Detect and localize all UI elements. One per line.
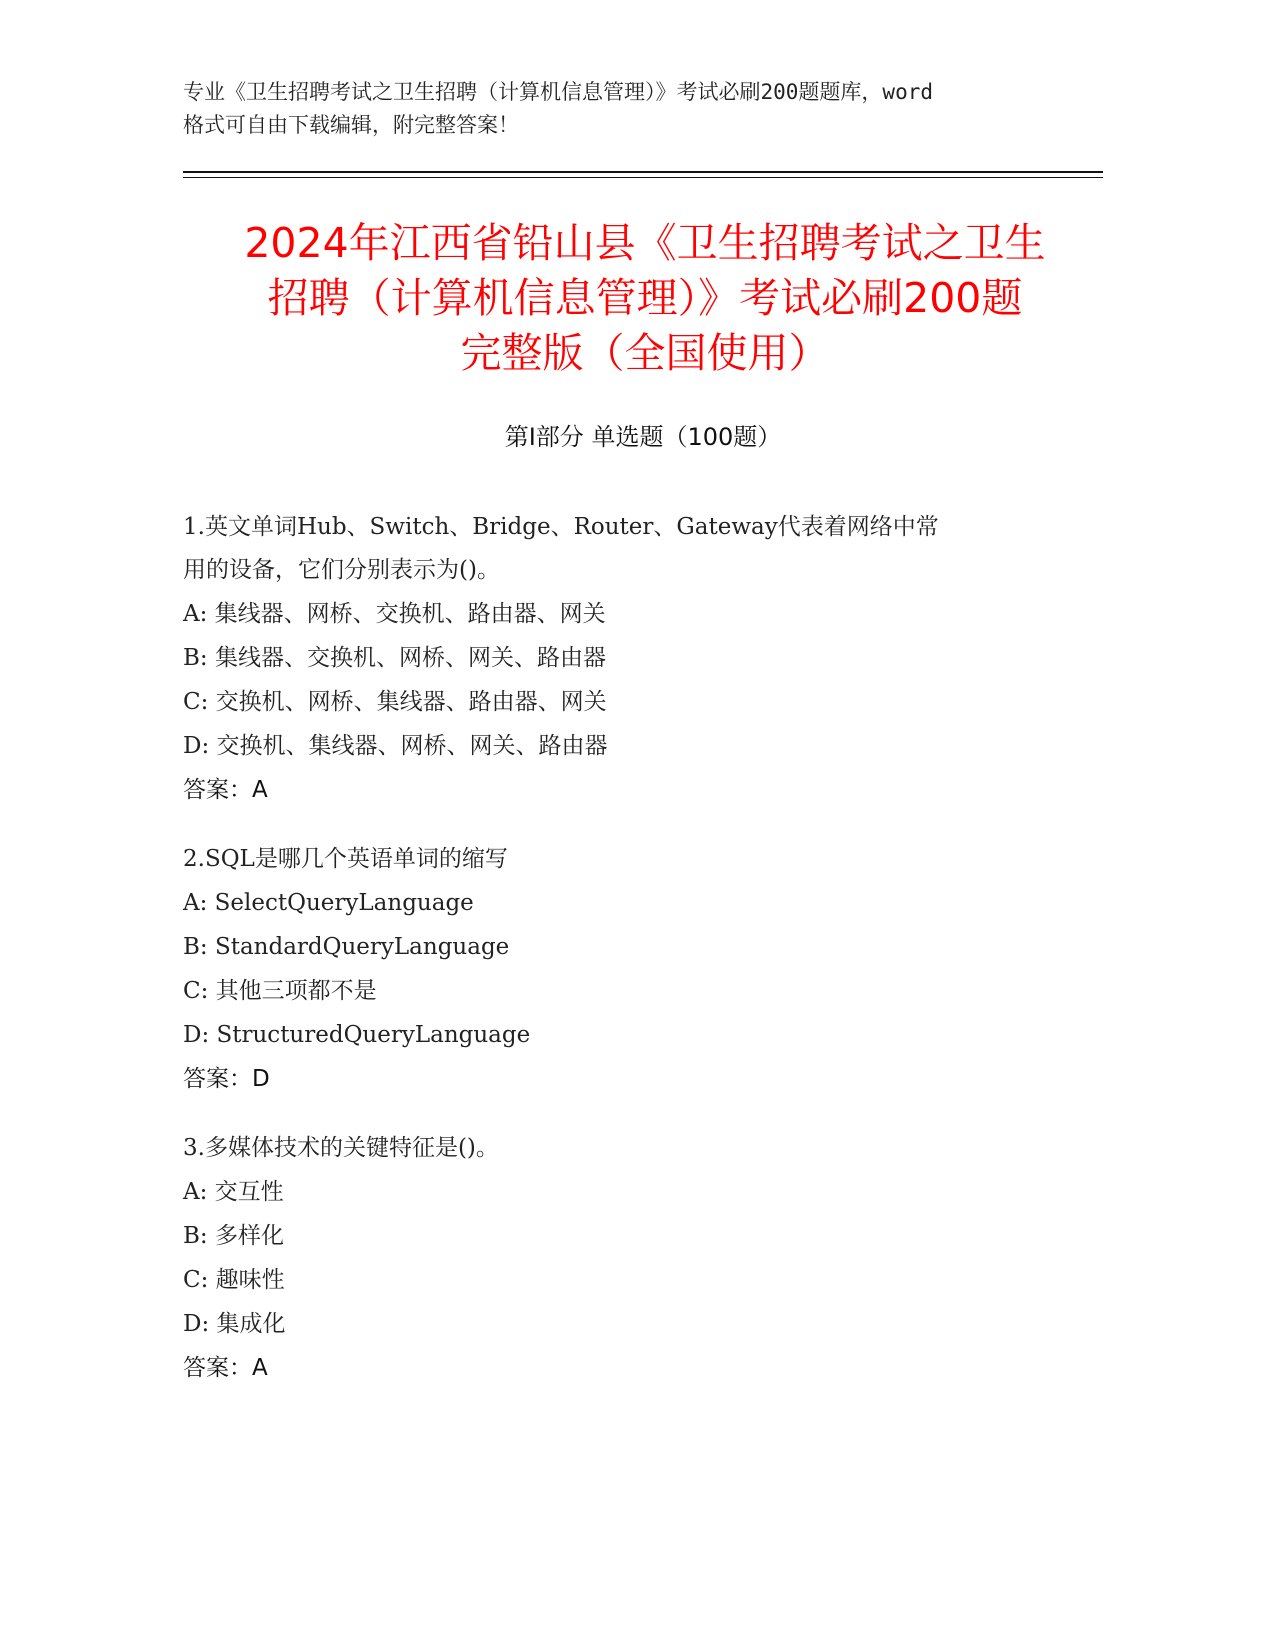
document-header: [183, 76, 1083, 142]
option-a: A: 集线器、网桥、交换机、路由器、网关: [183, 601, 606, 627]
question-item: [183, 838, 1083, 1101]
question-stem: 3.多媒体技术的关键特征是()。: [183, 1135, 499, 1161]
question-list: [183, 506, 1083, 1416]
document-title: [160, 216, 1130, 381]
option-a: A: 交互性: [183, 1179, 284, 1205]
question-item: [183, 506, 1083, 812]
option-d: D: 交换机、集线器、网桥、网关、路由器: [183, 733, 608, 759]
question-stem: 2.SQL是哪几个英语单词的缩写: [183, 846, 508, 872]
option-c: C: 趣味性: [183, 1267, 285, 1293]
header-divider-thick: [183, 171, 1103, 173]
header-line-1: 专业《卫生招聘考试之卫生招聘（计算机信息管理）》考试必刷200题题库，word: [183, 80, 933, 104]
option-d: D: 集成化: [183, 1311, 286, 1337]
option-c: C: 交换机、网桥、集线器、路由器、网关: [183, 689, 607, 715]
answer: 答案：A: [183, 777, 268, 803]
question-stem: 1.英文单词Hub、Switch、Bridge、Router、Gateway代表着网络中常: [183, 514, 939, 540]
option-d: D: StructuredQueryLanguage: [183, 1022, 531, 1048]
question-item: [183, 1127, 1083, 1390]
option-a: A: SelectQueryLanguage: [183, 890, 474, 916]
title-line-2: 招聘（计算机信息管理）》考试必刷200题: [267, 274, 1023, 322]
header-divider-thin: [183, 177, 1103, 178]
section-title: 第Ⅰ部分 单选题（100题）: [504, 423, 782, 451]
title-line-1: 2024年江西省铅山县《卫生招聘考试之卫生: [244, 219, 1046, 267]
option-b: B: 集线器、交换机、网桥、网关、路由器: [183, 645, 606, 671]
question-stem-continued: 用的设备，它们分别表示为()。: [183, 557, 500, 583]
option-b: B: 多样化: [183, 1223, 284, 1249]
option-b: B: StandardQueryLanguage: [183, 934, 510, 960]
option-c: C: 其他三项都不是: [183, 978, 377, 1004]
answer: 答案：A: [183, 1355, 268, 1381]
answer: 答案：D: [183, 1066, 270, 1092]
header-line-2: 格式可自由下载编辑，附完整答案！: [183, 113, 519, 137]
title-line-3: 完整版（全国使用）: [460, 329, 830, 377]
